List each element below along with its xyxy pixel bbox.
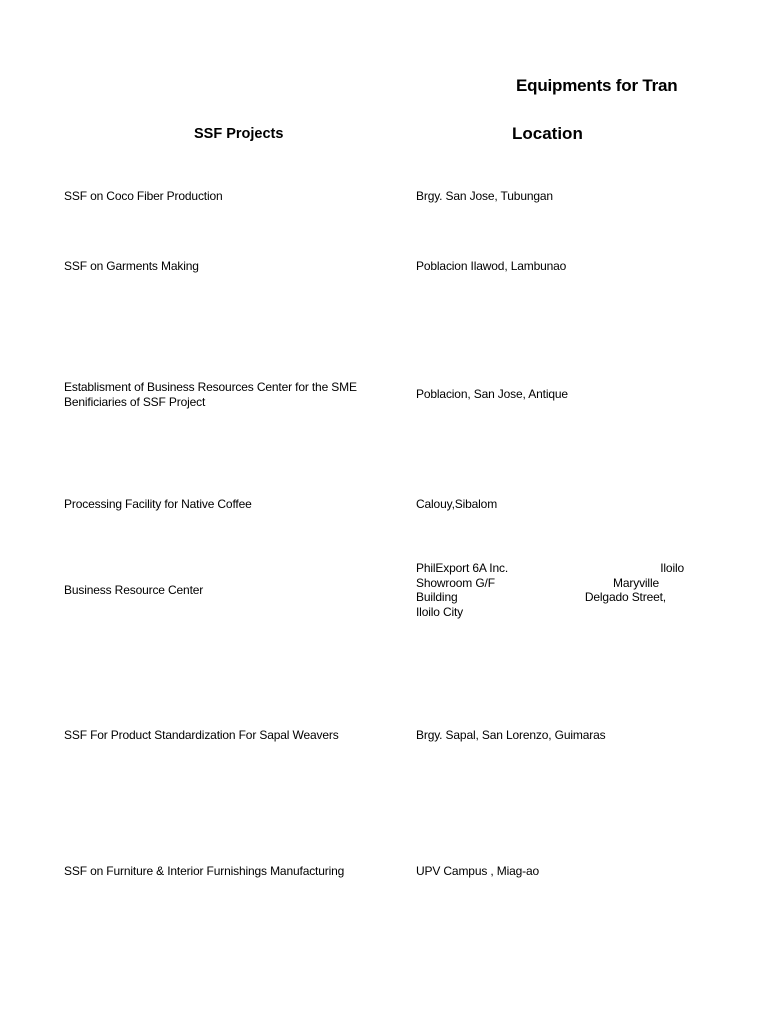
- location-line-left: PhilExport 6A Inc.: [416, 561, 509, 575]
- location-line: [416, 561, 684, 576]
- location-line-right: Maryville: [613, 575, 659, 590]
- location-cell-multiline: [416, 561, 684, 619]
- project-cell: SSF For Product Standardization For Sapal Weavers: [64, 728, 339, 742]
- location-line-left: Building: [416, 590, 458, 604]
- location-line: [416, 605, 684, 620]
- project-cell: Processing Facility for Native Coffee: [64, 497, 252, 511]
- document-title: Equipments for Tran: [516, 76, 678, 95]
- location-line-left: Showroom G/F: [416, 575, 495, 590]
- column-header-location: Location: [512, 124, 583, 143]
- project-cell: Establisment of Business Resources Center for the SME Benificiaries of SSF Project: [64, 380, 357, 409]
- location-line: [416, 590, 684, 605]
- location-cell: Brgy. Sapal, San Lorenzo, Guimaras: [416, 728, 606, 742]
- location-line-right: Delgado Street,: [584, 590, 666, 604]
- project-cell: Business Resource Center: [64, 583, 204, 597]
- location-cell: Poblacion, San Jose, Antique: [416, 387, 568, 401]
- location-cell: Poblacion Ilawod, Lambunao: [416, 259, 567, 273]
- location-cell: Brgy. San Jose, Tubungan: [416, 189, 553, 203]
- column-header-projects: SSF Projects: [194, 126, 284, 142]
- project-cell: SSF on Coco Fiber Production: [64, 189, 223, 203]
- project-cell: SSF on Furniture & Interior Furnishings Manufacturing: [64, 864, 345, 878]
- location-cell: UPV Campus , Miag-ao: [416, 864, 540, 878]
- location-line-left: Iloilo City: [416, 604, 464, 619]
- location-line-right: Iloilo: [660, 561, 684, 575]
- location-line: [416, 576, 684, 591]
- location-cell: Calouy,Sibalom: [416, 497, 498, 511]
- project-cell: SSF on Garments Making: [64, 259, 199, 273]
